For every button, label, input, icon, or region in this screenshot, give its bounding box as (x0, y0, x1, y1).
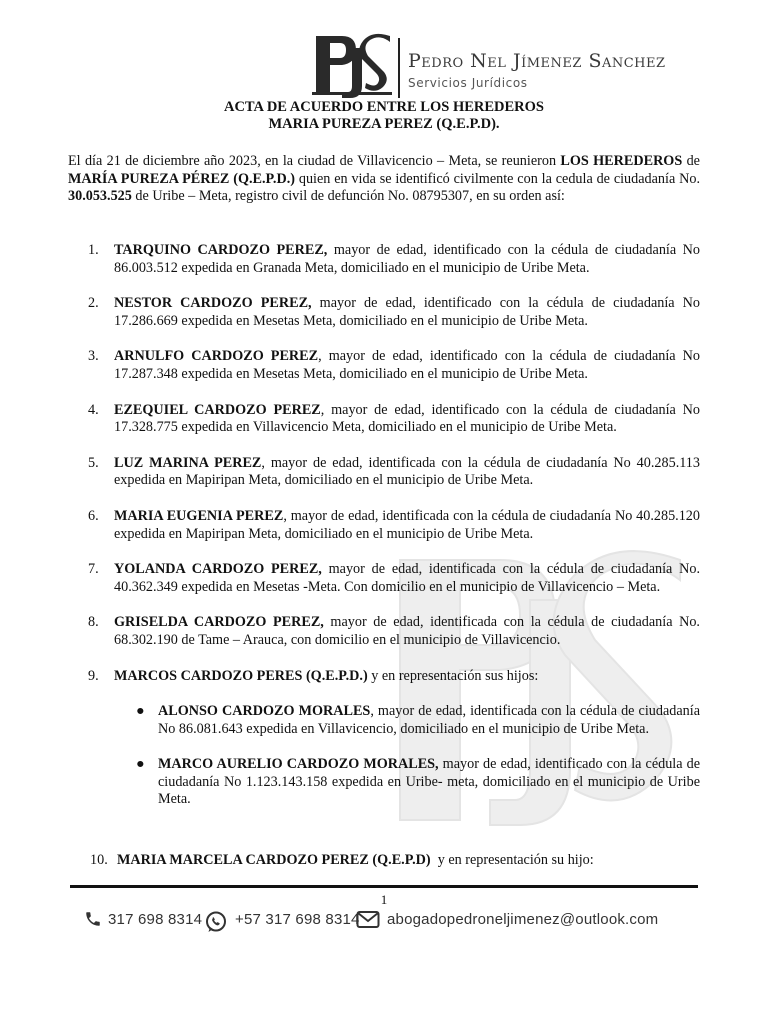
whatsapp-icon (204, 910, 228, 934)
heir-details: , mayor de edad, identificada con la cédula de ciudadanía No 40.285.120 expedida en Mapiripan Meta, domiciliado en el municipio de Uribe Meta. (114, 507, 700, 542)
heir-name: MARIA MARCELA CARDOZO PEREZ (Q.E.P.D) (117, 852, 431, 868)
heir-name: GRISELDA CARDOZO PEREZ, (114, 614, 324, 631)
heir-details: , mayor de edad, identificado con la cédula de ciudadanía No 17.328.775 expedida en Villavicencio Meta, domiciliado en el municipio de Uribe Meta. (114, 401, 700, 436)
heir-line (117, 852, 594, 870)
intro-bold-id: 30.053.525 (68, 188, 132, 205)
sub-heir-name: MARCO AURELIO CARDOZO MORALES, (158, 756, 439, 773)
sub-heir-details: mayor de edad, identificado con la cédula de ciudadanía No 1.123.143.158 expedida en Uribe- meta, domiciliado en el municipio de Uribe Meta. (158, 756, 701, 808)
envelope-icon (356, 910, 380, 930)
firm-name: Pedro Nel Jímenez Sanchez (408, 50, 666, 72)
heir-number: 5. (88, 454, 99, 471)
heirs-list (68, 242, 700, 827)
heir-number: 3. (88, 348, 99, 365)
firm-subtitle: Servicios Jurídicos (408, 76, 528, 90)
heir-details: mayor de edad, identificado con la cédula de ciudadanía No 86.003.512 expedida en Granada Meta, domiciliado en el municipio de Uribe Meta. (114, 242, 700, 276)
heir-number: 9. (88, 667, 99, 684)
heir-item (68, 561, 700, 596)
heir-details: , mayor de edad, identificada con la cédula de ciudadanía No 40.285.113 expedida en Mapiripan Meta, domiciliado en el municipio de Uribe Meta. (114, 454, 700, 489)
logo-divider (398, 38, 400, 98)
phone-icon (84, 910, 102, 928)
heir-number: 6. (88, 507, 99, 524)
heir-item (68, 668, 700, 686)
heir-name: EZEQUIEL CARDOZO PEREZ (114, 401, 321, 418)
heir-number: 8. (88, 614, 99, 631)
intro-bold-herederos: LOS HEREDEROS (560, 153, 683, 169)
heir-number: 4. (88, 401, 99, 418)
heir-name: MARCOS CARDOZO PERES (Q.E.P.D.) (114, 667, 368, 684)
heir-name: NESTOR CARDOZO PEREZ, (114, 295, 312, 312)
document-title (60, 99, 708, 133)
bullet-icon: ● (136, 703, 145, 720)
sub-heir-item (136, 703, 700, 738)
intro-text-1: El día 21 de diciembre año 2023, en la ciudad de Villavicencio – Meta, se reunieron (68, 153, 561, 169)
title-line-1: ACTA DE ACUERDO ENTRE LOS HEREDEROS (223, 99, 544, 115)
heir-details: mayor de edad, identificada con la cédula de ciudadanía No. 40.362.349 expedida en Mesetas -Meta. Con domicilio en el municipio de Villavicencio – Meta. (114, 561, 700, 595)
footer-divider (70, 885, 698, 888)
contact-footer (84, 908, 704, 934)
sub-heir-item (136, 756, 701, 809)
footer-email[interactable]: abogadopedroneljimenez@outlook.com (387, 911, 659, 928)
heir-item (68, 455, 700, 490)
title-line-2: MARIA PUREZA PEREZ (Q.E.P.D). (268, 116, 500, 132)
intro-text-3: quien en vida se identificó civilmente con la cedula de ciudadanía No. (295, 170, 700, 187)
intro-bold-deceased: MARÍA PUREZA PÉREZ (Q.E.P.D.) (68, 170, 295, 187)
heir-details: y en representación su hijo: (430, 852, 594, 868)
pnj-monogram-icon (310, 30, 394, 100)
heir-item (68, 348, 700, 383)
heir-name: MARIA EUGENIA PEREZ (114, 507, 284, 524)
heir-number: 2. (88, 295, 99, 312)
intro-text-2: de (682, 153, 700, 169)
heir-name: ARNULFO CARDOZO PEREZ (114, 348, 319, 365)
heir-item (68, 614, 700, 649)
heir-details: , mayor de edad, identificado con la cédula de ciudadanía No 17.287.348 expedida en Mesetas Meta, domiciliado en el municipio de Uribe Meta. (114, 348, 700, 382)
bullet-icon: ● (136, 756, 145, 773)
footer-phone[interactable]: 317 698 8314 (108, 911, 203, 928)
heir-name: LUZ MARINA PEREZ (114, 454, 262, 471)
heir-number: 10. (90, 852, 108, 868)
heir-item (68, 295, 700, 330)
footer-whatsapp[interactable]: +57 317 698 8314 (235, 911, 360, 928)
heir-item (68, 242, 700, 277)
page-number: 1 (380, 892, 388, 907)
heir-number: 1. (88, 242, 99, 258)
header-logo (310, 30, 710, 102)
heir-name: YOLANDA CARDOZO PEREZ, (114, 561, 322, 578)
heir-item (68, 402, 700, 437)
intro-paragraph (68, 153, 700, 206)
heir-details: mayor de edad, identificado con la cédula de ciudadanía No 17.286.669 expedida en Mesetas Meta, domiciliado en el municipio de Uribe Meta. (114, 295, 700, 329)
intro-text-4: de Uribe – Meta, registro civil de defunción No. 08795307, en su orden así: (131, 188, 565, 205)
heir-details: mayor de edad, identificada con la cédula de ciudadanía No. 68.302.190 de Tame – Arauca, con domicilio en el municipio de Villavicencio. (114, 614, 700, 648)
heir-name: TARQUINO CARDOZO PEREZ, (114, 242, 328, 258)
sub-heir-details: , mayor de edad, identificada con la cédula de ciudadanía No 86.081.643 expedida en Villavicencio, domiciliado en el municipio de Uribe Meta. (158, 703, 700, 737)
heir-number: 7. (88, 561, 99, 578)
sub-heir-name: ALONSO CARDOZO MORALES (158, 703, 371, 720)
heir-item (68, 508, 700, 543)
sub-heirs-list (68, 703, 700, 809)
heir-details: y en representación sus hijos: (367, 667, 539, 684)
